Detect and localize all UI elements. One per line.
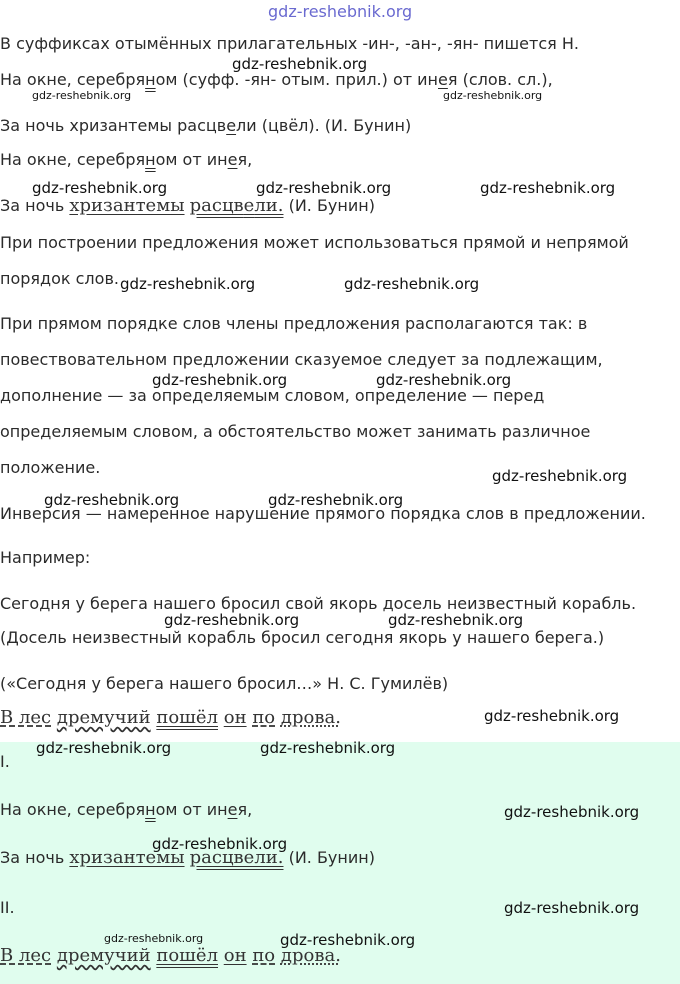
answer-label-1: I. (0, 752, 10, 771)
watermark: gdz-reshebnik.org (376, 371, 512, 389)
para2-line-3: дополнение — за определяемым словом, определение — перед (0, 386, 545, 405)
text-part: (И. Бунин) (283, 196, 375, 215)
watermark: gdz-reshebnik.org (32, 89, 132, 102)
highlight-letter: е (226, 116, 237, 135)
example-direct-order: (Досель неизвестный корабль бросил сегодня якорь у нашего берега.) (0, 628, 605, 647)
para2-line-5: положение. (0, 458, 101, 477)
predicate-word: расцвели. (189, 847, 284, 868)
highlight-letter: е (438, 70, 448, 89)
example-line-3 (0, 150, 252, 170)
text-part: На окне, серебря (0, 70, 146, 89)
para2-line-2: повествовательном предложении сказуемое следует за подлежащим, (0, 350, 603, 369)
word: дрова. (280, 707, 341, 728)
site-header-link[interactable]: gdz-reshebnik.org (268, 2, 413, 21)
text-part: ли (цвёл). (И. Бунин) (236, 116, 412, 135)
watermark: gdz-reshebnik.org (388, 611, 524, 629)
example-label: Например: (0, 548, 91, 567)
para1-line-2: порядок слов. (0, 269, 119, 288)
answer-line-1 (0, 800, 252, 820)
watermark: gdz-reshebnik.org (492, 467, 628, 485)
word: пошёл (156, 945, 218, 966)
text-part: ом от ин (155, 150, 228, 169)
rule-line: В суффиксах отымённых прилагательных -ин-, -ан-, -ян- пишется Н. (0, 34, 579, 53)
example-source: («Сегодня у берега нашего бросил…» Н. С. Гумилёв) (0, 674, 449, 693)
watermark: gdz-reshebnik.org (44, 491, 180, 509)
watermark: gdz-reshebnik.org (480, 179, 616, 197)
example-line-4 (0, 196, 375, 216)
watermark: gdz-reshebnik.org (504, 899, 640, 917)
watermark: gdz-reshebnik.org (164, 611, 300, 629)
text-part: За ночь (0, 848, 70, 867)
watermark: gdz-reshebnik.org (32, 179, 168, 197)
subject-word: хризантемы (69, 195, 185, 216)
watermark: gdz-reshebnik.org (120, 275, 256, 293)
word: по (252, 707, 276, 728)
highlight-letter: н (145, 150, 156, 169)
word: он (223, 945, 247, 966)
watermark: gdz-reshebnik.org (484, 707, 620, 725)
text-part: За ночь хризантемы расцв (0, 116, 227, 135)
highlight-letter: е (227, 150, 238, 169)
text-part: На окне, серебря (0, 150, 146, 169)
word: дрова. (280, 945, 341, 966)
example-sentence: Сегодня у берега нашего бросил свой якорь досель неизвестный корабль. (0, 594, 637, 613)
watermark: gdz-reshebnik.org (443, 89, 543, 102)
watermark: gdz-reshebnik.org (256, 179, 392, 197)
example-line-2 (0, 116, 411, 136)
text-part: На окне, серебря (0, 800, 146, 819)
highlight-letter: е (227, 800, 238, 819)
text-part: расцв (189, 195, 244, 216)
text-part: я, (237, 800, 253, 819)
text-part: (И. Бунин) (283, 848, 375, 867)
highlight-letter: н (145, 800, 156, 819)
word: дремучий (56, 945, 151, 966)
answer-label-2: II. (0, 898, 15, 917)
watermark: gdz-reshebnik.org (152, 371, 288, 389)
watermark: gdz-reshebnik.org (232, 55, 368, 73)
word: по (252, 945, 276, 966)
watermark: gdz-reshebnik.org (344, 275, 480, 293)
parsed-sentence (0, 706, 341, 730)
text-part: ли. (254, 195, 284, 216)
para1-line-1: При построении предложения может использоваться прямой и непрямой (0, 233, 629, 252)
watermark: gdz-reshebnik.org (268, 491, 404, 509)
highlight-letter: н (145, 70, 156, 89)
text-part: я (слов. сл.), (447, 70, 553, 89)
watermark: gdz-reshebnik.org (260, 739, 396, 757)
watermark: gdz-reshebnik.org (504, 803, 640, 821)
para2-line-1: При прямом порядке слов члены предложения располагаются так: в (0, 314, 588, 333)
word: В лес (0, 945, 52, 966)
text-part: ом (суфф. -ян- отым. прил.) от ин (155, 70, 439, 89)
text-part: ом от ин (155, 800, 228, 819)
watermark: gdz-reshebnik.org (152, 835, 288, 853)
word: он (223, 707, 247, 728)
example-line-1 (0, 70, 553, 90)
word: В лес (0, 707, 52, 728)
highlight-letter: е (243, 195, 255, 216)
watermark: gdz-reshebnik.org (280, 931, 416, 949)
text-part: я, (237, 150, 253, 169)
text-part: За ночь (0, 196, 70, 215)
watermark: gdz-reshebnik.org (36, 739, 172, 757)
subject-word: хризантемы (69, 847, 185, 868)
para2-line-4: определяемым словом, а обстоятельство может занимать различное (0, 422, 591, 441)
word: дремучий (56, 707, 151, 728)
word: пошёл (156, 707, 218, 728)
watermark: gdz-reshebnik.org (104, 932, 204, 945)
inversion-line: Инверсия — намеренное нарушение прямого порядка слов в предложении. (0, 504, 646, 523)
predicate-word (190, 195, 284, 216)
